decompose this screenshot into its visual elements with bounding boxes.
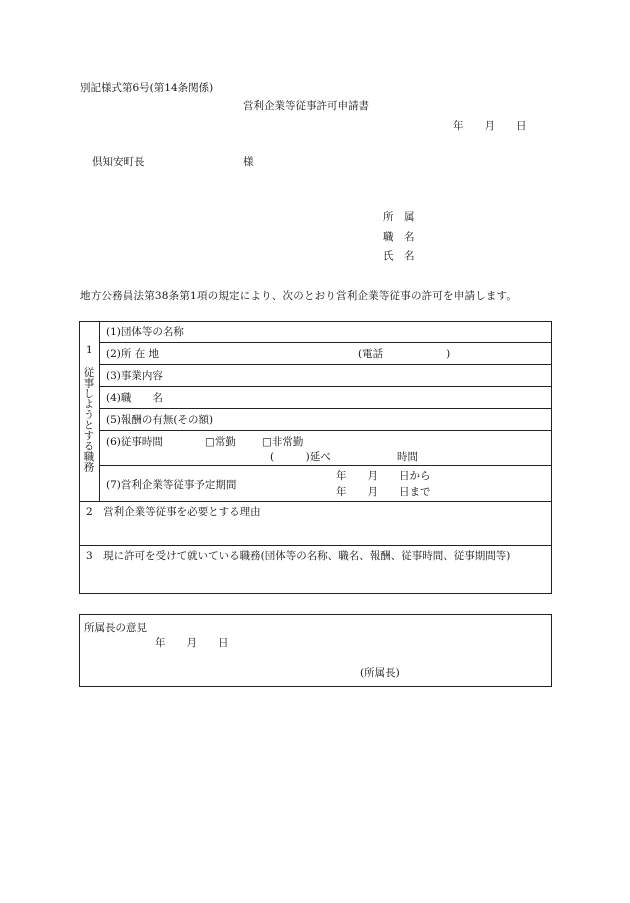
opinion-date: 年 月 日 (155, 637, 229, 649)
total-hours-label: 時間 (397, 451, 418, 463)
part-time-checkbox[interactable]: □非常勤 (262, 436, 304, 448)
section1-divider (99, 321, 100, 501)
full-time-checkbox[interactable]: □常勤 (205, 436, 236, 448)
affiliation-label: 所 属 (383, 211, 415, 223)
honorific: 様 (243, 156, 254, 168)
opinion-box (79, 614, 552, 687)
section1-number: 1 (86, 344, 93, 356)
application-date: 年 月 日 (453, 120, 527, 132)
period-from: 年 月 日から (336, 470, 431, 482)
row-divider (99, 386, 552, 387)
row-divider (99, 430, 552, 431)
name-label: 氏 名 (383, 250, 415, 262)
section1-vertical-label: 従事しようとする職務 (82, 367, 95, 472)
section3-label: 3 現に許可を受けて就いている職務(団体等の名称、職名、報酬、従事時間、従事期間等) (86, 550, 511, 562)
body-text: 地方公務員法第38条第1項の規定により、次のとおり営利企業等従事の許可を申請します。 (80, 290, 518, 302)
document-title: 営利企業等従事許可申請書 (243, 100, 369, 112)
position-row-label: (4)職 名 (106, 392, 163, 404)
compensation-label: (5)報酬の有無(その額) (106, 414, 214, 426)
form-id: 別記様式第6号(第14条関係) (80, 82, 214, 94)
row-divider (99, 364, 552, 365)
location-label: (2)所 在 地 (106, 348, 160, 360)
total-days-label: ( )延べ (270, 451, 331, 463)
row-divider (99, 342, 552, 343)
org-name-label: (1)団体等の名称 (106, 326, 184, 338)
section2-label: 2 営利企業等従事を必要とする理由 (86, 506, 261, 518)
row-divider (99, 465, 552, 466)
section-divider (79, 501, 552, 502)
opinion-label: 所属長の意見 (84, 622, 147, 634)
section-divider (79, 545, 552, 546)
period-label: (7)営利企業等従事予定期間 (106, 479, 237, 491)
row-divider (99, 408, 552, 409)
addressee: 倶知安町長 (92, 156, 145, 168)
supervisor-signature: (所属長) (360, 667, 400, 679)
business-label: (3)事業内容 (106, 370, 163, 382)
period-to: 年 月 日まで (336, 486, 431, 498)
hours-label: (6)従事時間 (106, 436, 163, 448)
position-label: 職 名 (383, 231, 415, 243)
phone-label: (電話 ) (358, 348, 451, 360)
